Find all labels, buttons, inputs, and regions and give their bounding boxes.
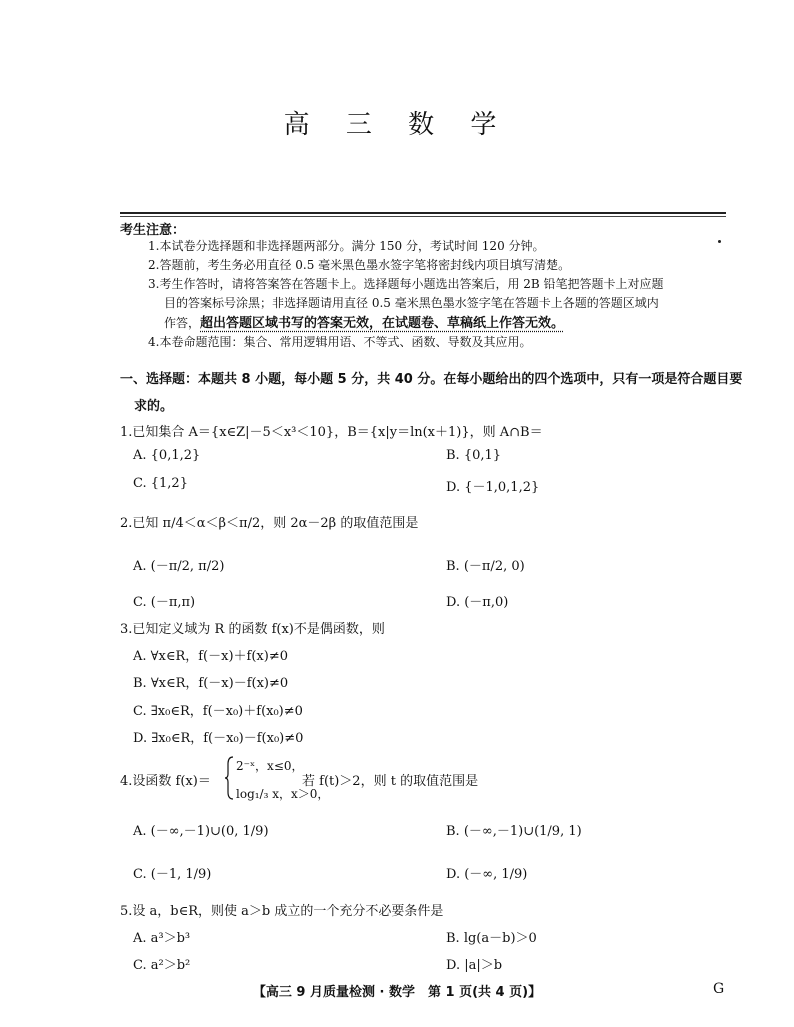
q4-option-a: A. (－∞,－1)∪(0, 1/9)	[133, 824, 269, 839]
q1-option-c: C. {1,2}	[133, 476, 188, 491]
notice-item-4: 4.本卷命题范围：集合、常用逻辑用语、不等式、函数、导数及其应用。	[148, 335, 532, 349]
notice-item-2: 2.答题前，考生务必用直径 0.5 毫米黑色墨水签字笔将密封线内项目填写清楚。	[148, 258, 571, 272]
question-5-stem: 5.设 a，b∈R，则使 a＞b 成立的一个充分不必要条件是	[120, 904, 444, 919]
section-heading: 一、选择题：本题共 8 小题，每小题 5 分，共 40 分。在每小题给出的四个选项中，只有一项是符合题目要	[120, 372, 743, 387]
q2-option-b: B. (－π/2, 0)	[446, 559, 525, 574]
page-title: 高 三 数 学	[283, 110, 511, 140]
piecewise-case-2: log₁/₃ x，x＞0，	[236, 787, 330, 801]
page-footer: 【高三 9 月质量检测 · 数学 第 1 页(共 4 页)】	[252, 985, 542, 1000]
q1-option-a: A. {0,1,2}	[133, 448, 201, 463]
notice-item-3: 3.考生作答时，请将答案答在答题卡上。选择题每小题选出答案后，用 2B 铅笔把答题卡上对应题	[148, 277, 664, 291]
q5-option-b: B. lg(a－b)＞0	[446, 931, 537, 946]
notice-item-3-end-text: 作答，	[164, 316, 201, 330]
q3-option-d: D. ∃x₀∈R，f(－x₀)－f(x₀)≠0	[133, 731, 304, 746]
notice-item-3-end	[164, 312, 564, 331]
q2-option-d: D. (－π,0)	[446, 595, 509, 610]
question-4-stem-prefix: 4.设函数 f(x)＝	[120, 774, 211, 789]
piecewise-brace	[224, 756, 234, 800]
scan-dot	[718, 240, 721, 243]
q2-option-a: A. (－π/2, π/2)	[133, 559, 225, 574]
q4-option-b: B. (－∞,－1)∪(1/9, 1)	[446, 824, 582, 839]
notice-emphasis: 超出答题区域书写的答案无效，在试题卷、草稿纸上作答无效。	[200, 316, 565, 331]
section-heading-cont: 求的。	[134, 399, 174, 414]
q5-option-a: A. a³＞b³	[133, 931, 191, 946]
notice-item-1: 1.本试卷分选择题和非选择题两部分。满分 150 分，考试时间 120 分钟。	[148, 239, 545, 253]
question-4-stem-suffix: 若 f(t)＞2，则 t 的取值范围是	[302, 774, 479, 789]
question-1-stem: 1.已知集合 A＝{x∈Z|－5＜x³＜10}，B＝{x|y＝ln(x＋1)}，则 A∩B＝	[120, 425, 543, 440]
header-divider-thin	[120, 216, 726, 217]
q3-option-c: C. ∃x₀∈R，f(－x₀)＋f(x₀)≠0	[133, 704, 303, 719]
q1-option-d: D. {－1,0,1,2}	[446, 480, 540, 495]
corner-mark: G	[713, 981, 725, 997]
q3-option-b: B. ∀x∈R，f(－x)－f(x)≠0	[133, 676, 289, 691]
question-3-stem: 3.已知定义域为 R 的函数 f(x)不是偶函数，则	[120, 622, 385, 637]
q1-option-b: B. {0,1}	[446, 448, 502, 463]
header-divider-thick	[120, 212, 726, 214]
q2-option-c: C. (－π,π)	[133, 595, 196, 610]
q5-option-d: D. |a|＞b	[446, 958, 503, 973]
q4-option-d: D. (－∞, 1/9)	[446, 867, 528, 882]
notice-item-3-cont: 目的答案标号涂黑；非选择题请用直径 0.5 毫米黑色墨水签字笔在答题卡上各题的答题区域内	[164, 296, 659, 310]
q4-option-c: C. (－1, 1/9)	[133, 867, 212, 882]
q3-option-a: A. ∀x∈R，f(－x)＋f(x)≠0	[133, 649, 288, 664]
question-2-stem: 2.已知 π/4＜α＜β＜π/2，则 2α－2β 的取值范围是	[120, 516, 419, 531]
q5-option-c: C. a²＞b²	[133, 958, 191, 973]
piecewise-case-1: 2⁻ˣ，x≤0，	[236, 759, 304, 773]
notice-heading: 考生注意：	[120, 223, 186, 238]
